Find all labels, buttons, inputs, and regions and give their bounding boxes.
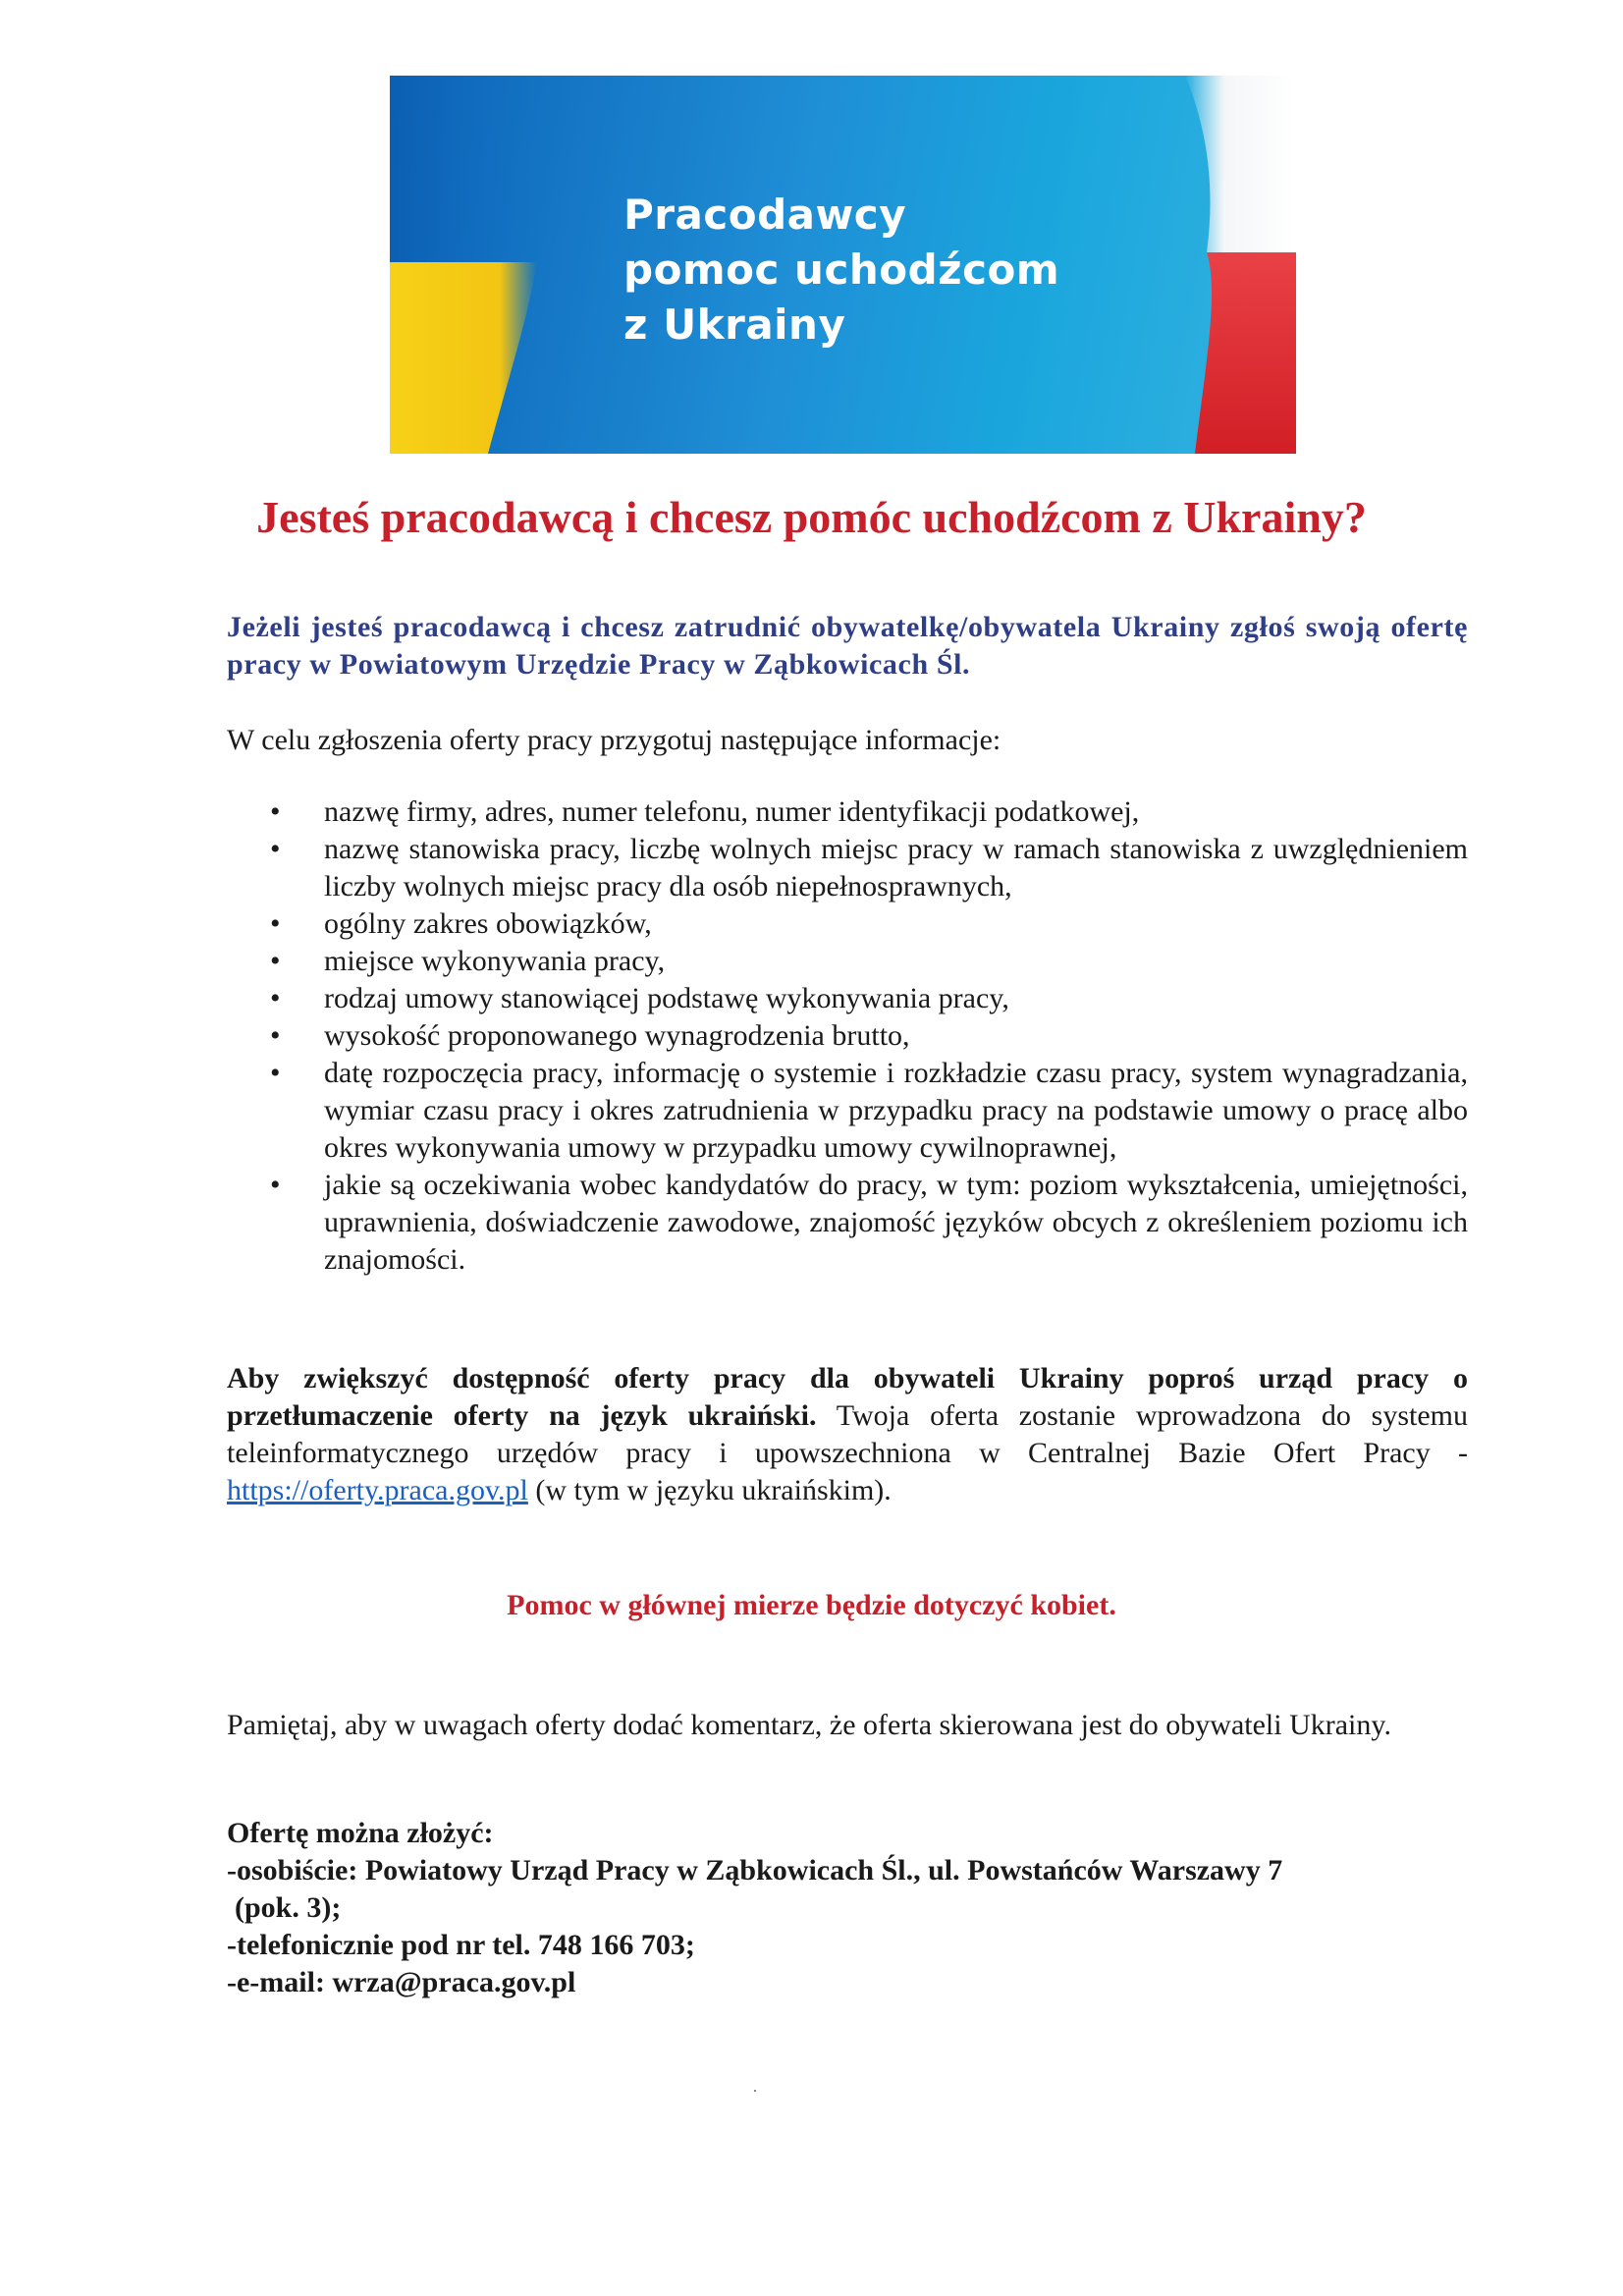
banner-title-line: Pracodawcy bbox=[623, 191, 907, 239]
bullet-icon: • bbox=[270, 982, 281, 1014]
translation-bold-text: Aby zwiększyć dostępność oferty pracy dla obywateli Ukrainy poproś urząd pracy o przetłumaczenie oferty na język ukraiński. bbox=[227, 1362, 1468, 1432]
list-item bbox=[227, 1055, 1468, 1167]
submit-room: (pok. 3); bbox=[235, 1891, 342, 1924]
list-item-text: nazwę firmy, adres, numer telefonu, numer identyfikacji podatkowej, bbox=[324, 795, 1140, 828]
submit-personal: -osobiście: Powiatowy Urząd Pracy w Ząbkowicach Śl., ul. Powstańców Warszawy 7 bbox=[227, 1854, 1283, 1886]
lead-paragraph: W celu zgłoszenia oferty pracy przygotuj następujące informacje: bbox=[227, 724, 1001, 756]
banner-title-line: pomoc uchodźcom bbox=[623, 246, 1060, 294]
help-note: Pomoc w głównej mierze będzie dotyczyć kobiet. bbox=[507, 1589, 1116, 1621]
remember-paragraph: Pamiętaj, aby w uwagach oferty dodać komentarz, że oferta skierowana jest do obywateli Ukrainy. bbox=[227, 1709, 1391, 1741]
requirements-list bbox=[227, 793, 1468, 1279]
bullet-icon: • bbox=[270, 1057, 281, 1089]
intro-paragraph: Jeżeli jesteś pracodawcą i chcesz zatrudnić obywatelkę/obywatela Ukrainy zgłoś swoją ofertę pracy w Powiatowym Urzędzie Pracy w Ząbkowicach Śl. bbox=[227, 611, 1468, 681]
list-item-text: rodzaj umowy stanowiącej podstawę wykonywania pracy, bbox=[324, 982, 1009, 1014]
submit-phone: -telefonicznie pod nr tel. 748 166 703; bbox=[227, 1929, 695, 1961]
banner-title-line: z Ukrainy bbox=[623, 301, 846, 349]
list-item-text: jakie są oczekiwania wobec kandydatów do pracy, w tym: poziom wykształcenia, umiejętności, uprawnienia, doświadczenie zawodowe, znajomość języków obcych z określeniem poziomu ich znajomości. bbox=[324, 1169, 1468, 1276]
list-item-text: nazwę stanowiska pracy, liczbę wolnych miejsc pracy w ramach stanowiska z uwzględnieniem liczby wolnych miejsc pracy dla osób niepełnosprawnych, bbox=[324, 833, 1468, 902]
bullet-icon: • bbox=[270, 907, 281, 940]
translation-text: Twoja oferta zostanie wprowadzona do systemu teleinformatycznego urzędów pracy i upowszechniona w Centralnej Bazie Ofert Pracy - bbox=[227, 1399, 1468, 1469]
list-item-text: wysokość proponowanego wynagrodzenia brutto, bbox=[324, 1019, 910, 1052]
list-item-text: miejsce wykonywania pracy, bbox=[324, 945, 666, 977]
bullet-icon: • bbox=[270, 1019, 281, 1052]
submit-email: -e-mail: wrza@praca.gov.pl bbox=[227, 1966, 576, 1998]
oferty-link[interactable]: https://oferty.praca.gov.pl bbox=[227, 1474, 528, 1506]
banner-title bbox=[623, 188, 1059, 353]
list-item bbox=[227, 1017, 1468, 1055]
list-item-text: ogólny zakres obowiązków, bbox=[324, 907, 652, 940]
list-item bbox=[227, 831, 1468, 905]
list-item bbox=[227, 905, 1468, 943]
bullet-icon: • bbox=[270, 945, 281, 977]
list-item bbox=[227, 793, 1468, 831]
bullet-icon: • bbox=[270, 833, 281, 865]
bullet-icon: • bbox=[270, 795, 281, 828]
scan-dot bbox=[754, 2090, 756, 2092]
submit-title: Ofertę można złożyć: bbox=[227, 1817, 494, 1849]
list-item-text: datę rozpoczęcia pracy, informację o systemie i rozkładzie czasu pracy, system wynagradzania, wymiar czasu pracy i okres zatrudnienia w przypadku pracy na podstawie umowy o pracę albo okres wykonywania umowy w przypadku umowy cywilnoprawnej, bbox=[324, 1057, 1468, 1164]
header-banner bbox=[390, 76, 1296, 454]
bullet-icon: • bbox=[270, 1169, 281, 1201]
list-item bbox=[227, 1167, 1468, 1279]
submit-section bbox=[227, 1815, 1468, 2001]
list-item bbox=[227, 980, 1468, 1017]
page-title: Jesteś pracodawcą i chcesz pomóc uchodźcom z Ukrainy? bbox=[256, 492, 1367, 542]
translation-paragraph bbox=[227, 1360, 1468, 1509]
translation-after-text: (w tym w języku ukraińskim). bbox=[527, 1474, 892, 1506]
list-item bbox=[227, 943, 1468, 980]
